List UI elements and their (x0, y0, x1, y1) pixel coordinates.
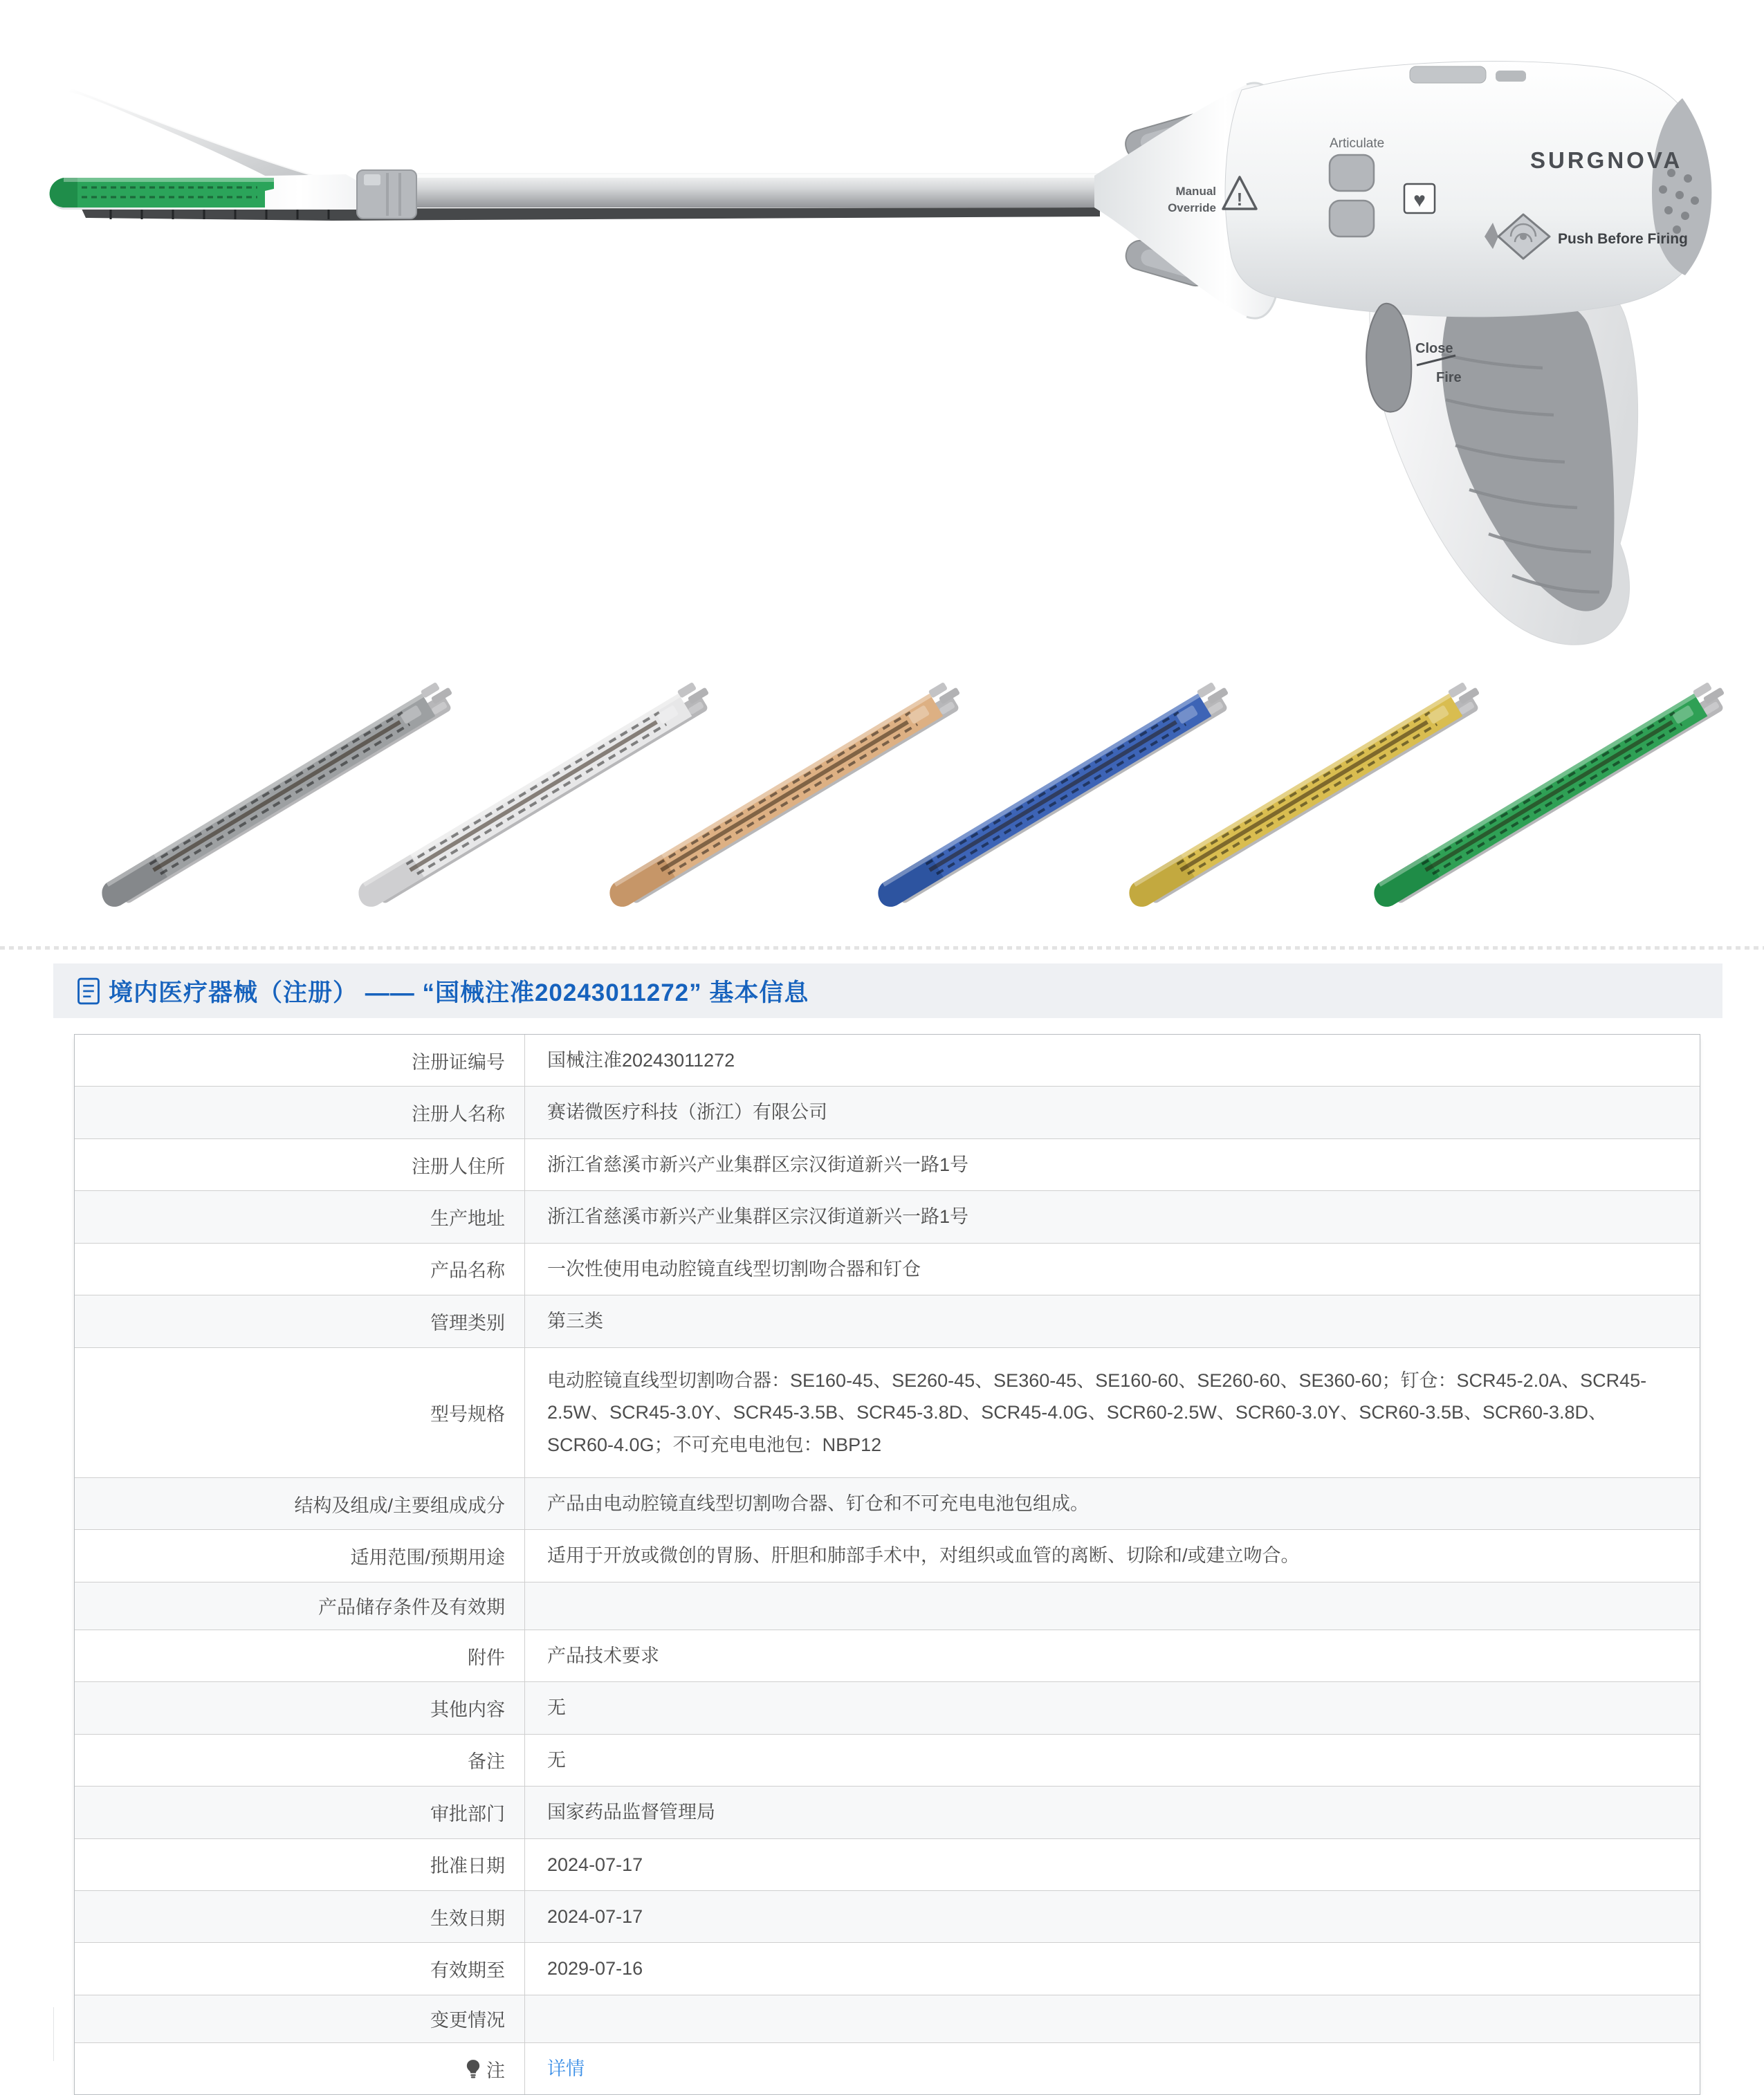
table-row (75, 1735, 1700, 1787)
row-value: 产品由电动腔镜直线型切割吻合器、钉仓和不可充电电池包组成。 (547, 1493, 1089, 1514)
stapler-rotation-collar (357, 170, 416, 219)
row-value: 产品技术要求 (547, 1645, 659, 1666)
table-row (75, 1191, 1700, 1243)
row-label: 产品储存条件及有效期 (75, 1582, 525, 1630)
table-row (75, 1530, 1700, 1582)
bulb-icon (466, 2059, 481, 2078)
section-header (53, 963, 1722, 1018)
table-row (75, 1087, 1700, 1138)
surgnova-logo: SURGNOVA (1530, 147, 1683, 173)
row-value: 国家药品监督管理局 (547, 1802, 715, 1823)
dotted-divider (0, 946, 1764, 950)
table-row (75, 1787, 1700, 1838)
row-value: 浙江省慈溪市新兴产业集群区宗汉街道新兴一路1号 (547, 1154, 969, 1175)
row-label: 其他内容 (75, 1682, 525, 1733)
table-row (75, 1630, 1700, 1682)
container-left-edge (53, 2007, 54, 2061)
row-label: 管理类别 (75, 1295, 525, 1347)
row-value: 无 (547, 1749, 566, 1771)
section-title: 境内医疗器械（注册） —— “国械注准20243011272” 基本信息 (109, 979, 809, 1006)
table-row (75, 1478, 1700, 1530)
row-label: 审批部门 (75, 1787, 525, 1838)
row-label: 结构及组成/主要组成成分 (75, 1478, 525, 1529)
stapler-handle (1370, 269, 1638, 645)
document-icon (77, 977, 100, 1005)
row-label: 生效日期 (75, 1891, 525, 1942)
push-before-firing-label: Push Before Firing (1558, 231, 1688, 247)
row-value: 无 (547, 1697, 566, 1719)
stapler-device-image (0, 0, 1764, 692)
row-label: 备注 (75, 1735, 525, 1786)
svg-text:Close: Close (1415, 341, 1453, 356)
svg-text:Manual: Manual (1175, 185, 1216, 198)
heart-icon (1404, 184, 1435, 213)
row-value: 赛诺微医疗科技（浙江）有限公司 (547, 1102, 827, 1123)
row-value: 第三类 (547, 1311, 603, 1332)
row-label: 型号规格 (75, 1348, 525, 1477)
row-label: 注册证编号 (75, 1035, 525, 1086)
row-label: 适用范围/预期用途 (75, 1530, 525, 1581)
svg-text:!: ! (1236, 189, 1243, 210)
row-label: 附件 (75, 1630, 525, 1681)
row-value: 电动腔镜直线型切割吻合器：SE160-45、SE260-45、SE360-45、SE160-60、SE260-60、SE360-60；钉仓：SCR45-2.0A、SCR45-2.5W、SCR45-3.0Y、SCR45-3.5B、SCR45-3.8D、SCR45-4.0G、SCR60-2.5W、SCR60-3.0Y、SCR60-3.5B、SCR60-3.8D、SCR60-4.0G；不可充电电池包：NBP12 (547, 1369, 1647, 1455)
row-label: 变更情况 (75, 1995, 525, 2042)
stapler-shaft (387, 173, 1110, 207)
row-label: 生产地址 (75, 1191, 525, 1242)
svg-text:♥: ♥ (1413, 189, 1426, 212)
top-latch (1410, 66, 1486, 83)
table-row (75, 1682, 1700, 1734)
row-value: 2024-07-17 (547, 1906, 643, 1927)
row-value (525, 1995, 1700, 2042)
row-label: 注册人住所 (75, 1139, 525, 1190)
row-value: 浙江省慈溪市新兴产业集群区宗汉街道新兴一路1号 (547, 1206, 969, 1228)
svg-text:Override: Override (1168, 201, 1216, 214)
row-value: 2029-07-16 (547, 1958, 643, 1979)
table-row (75, 1891, 1700, 1943)
articulate-label: Articulate (1330, 136, 1385, 151)
table-row (75, 1035, 1700, 1087)
table-row (75, 1582, 1700, 1630)
table-row (75, 1995, 1700, 2043)
row-label: 注册人名称 (75, 1087, 525, 1138)
row-label: 产品名称 (75, 1244, 525, 1295)
registration-info-table (74, 1034, 1700, 2095)
detail-link[interactable]: 详情 (547, 2058, 585, 2079)
articulate-up-button (1330, 155, 1374, 191)
stapler-body (1225, 61, 1711, 316)
table-row (75, 1244, 1700, 1295)
row-value: 一次性使用电动腔镜直线型切割吻合器和钉仓 (547, 1258, 921, 1280)
row-value: 2024-07-17 (547, 1854, 643, 1875)
row-value: 适用于开放或微创的胃肠、肝胆和肺部手术中，对组织或血管的离断、切除和/或建立吻合。 (547, 1545, 1300, 1567)
row-value (525, 2043, 1700, 2094)
table-row (75, 1295, 1700, 1347)
stapler-loaded-cartridge (50, 178, 274, 207)
svg-text:Fire: Fire (1436, 370, 1462, 385)
row-label: 有效期至 (75, 1943, 525, 1994)
table-row (75, 1348, 1700, 1478)
table-row (75, 1839, 1700, 1891)
table-row (75, 1943, 1700, 1995)
row-value: 国械注准20243011272 (547, 1050, 735, 1071)
row-value (525, 1582, 1700, 1630)
row-label: 注 (75, 2043, 525, 2094)
articulate-down-button (1330, 201, 1374, 237)
row-label: 批准日期 (75, 1839, 525, 1890)
table-row (75, 2043, 1700, 2094)
table-row (75, 1139, 1700, 1191)
cartridge-lineup-image (0, 681, 1764, 972)
